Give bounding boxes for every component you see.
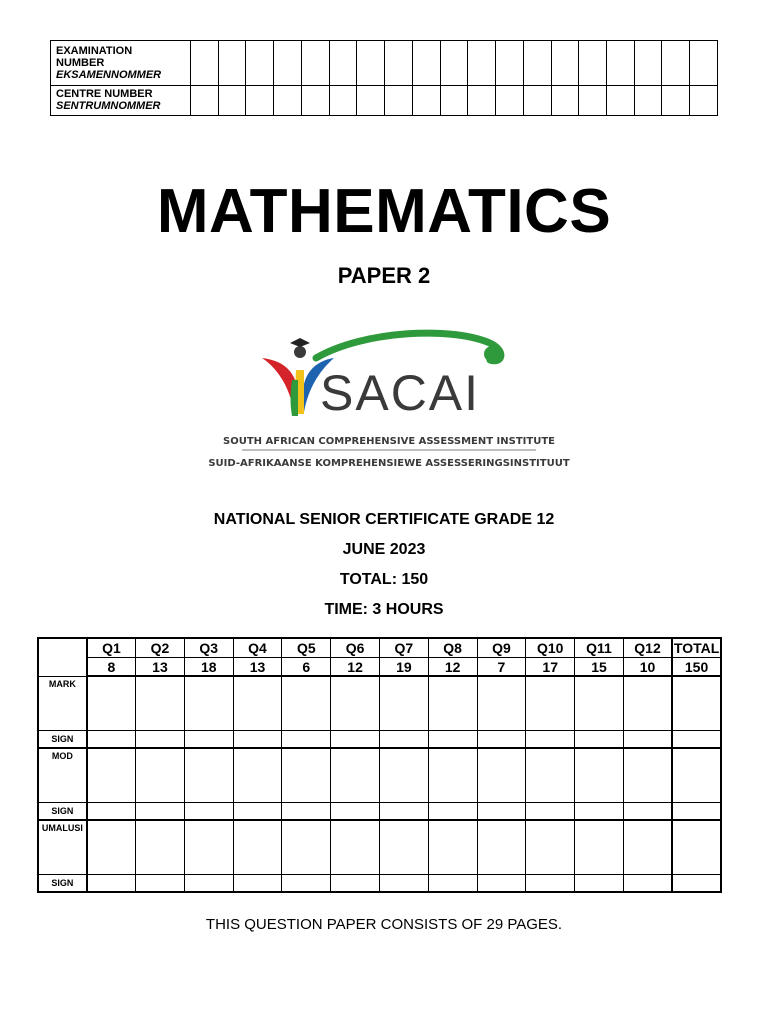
- exam-number-box[interactable]: [274, 41, 302, 86]
- max-mark-cell: 7: [477, 658, 526, 677]
- candidate-number-table: [50, 40, 718, 116]
- logo-cap: [290, 338, 310, 347]
- centre-number-label-text: CENTRE NUMBER: [56, 88, 153, 101]
- exam-number-label-line1: EXAMINATION: [56, 44, 133, 57]
- centre-number-box[interactable]: [274, 85, 302, 115]
- row-label-umalusi: UMALUSI: [38, 820, 87, 875]
- mark-entry-cell[interactable]: [575, 874, 624, 892]
- question-header-cell: Q2: [136, 638, 185, 658]
- mark-entry-cell[interactable]: [379, 748, 428, 803]
- exam-number-box[interactable]: [440, 41, 468, 86]
- mark-entry-cell[interactable]: [282, 874, 331, 892]
- mark-entry-cell[interactable]: [428, 820, 477, 875]
- question-header-cell: Q5: [282, 638, 331, 658]
- mark-entry-cell[interactable]: [282, 820, 331, 875]
- mark-entry-cell[interactable]: [379, 802, 428, 820]
- question-header-cell: TOTAL: [673, 640, 720, 656]
- mark-entry-cell[interactable]: [184, 802, 233, 820]
- mark-entry-cell[interactable]: [331, 802, 380, 820]
- exam-number-label: [51, 41, 191, 86]
- centre-number-box[interactable]: [385, 85, 413, 115]
- question-header-cell: Q9: [477, 638, 526, 658]
- centre-number-box[interactable]: [468, 85, 496, 115]
- mark-entry-cell[interactable]: [623, 874, 672, 892]
- centre-number-box[interactable]: [607, 85, 635, 115]
- exam-number-box[interactable]: [496, 41, 524, 86]
- centre-number-box[interactable]: [579, 85, 607, 115]
- exam-number-box[interactable]: [607, 41, 635, 86]
- max-mark-cell: 13: [233, 658, 282, 677]
- max-mark-cell: 8: [87, 658, 136, 677]
- centre-number-box[interactable]: [412, 85, 440, 115]
- centre-number-box[interactable]: [496, 85, 524, 115]
- exam-number-box[interactable]: [523, 41, 551, 86]
- centre-number-box[interactable]: [440, 85, 468, 115]
- marks-row-mod: [38, 748, 721, 803]
- paper-number: PAPER 2: [337, 263, 431, 288]
- mark-entry-cell[interactable]: [233, 676, 282, 730]
- mark-entry-cell[interactable]: [282, 730, 331, 748]
- max-mark-cell: 12: [331, 658, 380, 677]
- mark-entry-cell[interactable]: [184, 730, 233, 748]
- row-label-mark: MARK: [38, 676, 87, 730]
- question-header-cell: Q11: [575, 638, 624, 658]
- max-mark-cell: 6: [282, 658, 331, 677]
- exam-number-label-line2: NUMBER: [56, 56, 105, 69]
- question-header-cell: Q1: [87, 638, 136, 658]
- mark-entry-cell[interactable]: [233, 874, 282, 892]
- logo-swoosh: [316, 333, 501, 361]
- mark-entry-cell[interactable]: [282, 748, 331, 803]
- mark-entry-cell[interactable]: [575, 748, 624, 803]
- exam-number-row: [51, 41, 718, 86]
- mark-entry-cell[interactable]: [233, 730, 282, 748]
- mark-entry-cell[interactable]: [331, 730, 380, 748]
- mark-entry-cell[interactable]: [379, 676, 428, 730]
- mark-entry-cell[interactable]: [331, 676, 380, 730]
- question-header-cell: Q8: [428, 638, 477, 658]
- question-header-cell: Q12: [623, 638, 672, 658]
- mark-entry-cell[interactable]: [136, 730, 185, 748]
- max-marks-row: [38, 658, 721, 677]
- mark-entry-cell[interactable]: [136, 820, 185, 875]
- mark-entry-cell[interactable]: [282, 802, 331, 820]
- max-mark-cell: 19: [379, 658, 428, 677]
- mark-entry-cell[interactable]: [575, 676, 624, 730]
- mark-entry-cell[interactable]: [477, 730, 526, 748]
- centre-number-label: [51, 85, 191, 115]
- centre-number-row: [51, 85, 718, 115]
- exam-number-box[interactable]: [579, 41, 607, 86]
- mark-entry-cell[interactable]: [184, 676, 233, 730]
- exam-number-box[interactable]: [246, 41, 274, 86]
- logo-swoosh-dot: [484, 346, 500, 362]
- mark-entry-cell[interactable]: [623, 730, 672, 748]
- mark-entry-cell[interactable]: [575, 802, 624, 820]
- mark-entry-cell[interactable]: [282, 676, 331, 730]
- exam-number-box[interactable]: [690, 41, 718, 86]
- logo-line2: SUID-AFRIKAANSE KOMPREHENSIEWE ASSESSERINGSINSTITUUT: [208, 458, 570, 469]
- centre-number-box[interactable]: [662, 85, 690, 115]
- mark-entry-cell[interactable]: [379, 730, 428, 748]
- row-label-sign: SIGN: [38, 730, 87, 748]
- mark-entry-cell[interactable]: [526, 748, 575, 803]
- row-label-sign: SIGN: [38, 802, 87, 820]
- mark-entry-cell[interactable]: [87, 748, 136, 803]
- question-header-cell: Q4: [233, 638, 282, 658]
- mark-entry-cell[interactable]: [184, 874, 233, 892]
- mark-entry-cell[interactable]: [136, 748, 185, 803]
- centre-number-box[interactable]: [551, 85, 579, 115]
- mark-entry-cell[interactable]: [623, 676, 672, 730]
- mark-entry-cell[interactable]: [184, 820, 233, 875]
- max-mark-cell: 15: [575, 658, 624, 677]
- marks-row-sign: [38, 730, 721, 748]
- mark-entry-cell[interactable]: [233, 802, 282, 820]
- max-mark-cell: 17: [526, 658, 575, 677]
- mark-entry-cell[interactable]: [477, 874, 526, 892]
- mark-entry-cell[interactable]: [379, 874, 428, 892]
- mark-entry-cell[interactable]: [672, 820, 721, 875]
- max-mark-cell: 150: [672, 658, 721, 677]
- marks-row-sign: [38, 802, 721, 820]
- mark-entry-cell[interactable]: [526, 820, 575, 875]
- mark-entry-cell[interactable]: [526, 730, 575, 748]
- centre-number-box[interactable]: [523, 85, 551, 115]
- mark-entry-cell[interactable]: [428, 874, 477, 892]
- exam-number-box[interactable]: [218, 41, 246, 86]
- centre-number-label-afrikaans: SENTRUMNOMMER: [56, 100, 161, 113]
- max-mark-cell: 10: [623, 658, 672, 677]
- mark-entry-cell[interactable]: [477, 802, 526, 820]
- centre-number-box[interactable]: [357, 85, 385, 115]
- exam-number-box[interactable]: [468, 41, 496, 86]
- mark-entry-cell[interactable]: [428, 802, 477, 820]
- mark-entry-cell[interactable]: [672, 676, 721, 730]
- mark-entry-cell[interactable]: [87, 730, 136, 748]
- mark-entry-cell[interactable]: [379, 820, 428, 875]
- marks-row-sign: [38, 874, 721, 892]
- mark-entry-cell[interactable]: [477, 676, 526, 730]
- exam-number-box[interactable]: [662, 41, 690, 86]
- exam-number-box[interactable]: [412, 41, 440, 86]
- mark-entry-cell[interactable]: [136, 676, 185, 730]
- mark-entry-cell[interactable]: [428, 676, 477, 730]
- exam-number-box[interactable]: [385, 41, 413, 86]
- sacai-logo: [208, 330, 570, 480]
- mark-entry-cell[interactable]: [623, 748, 672, 803]
- mark-entry-cell[interactable]: [526, 874, 575, 892]
- mark-entry-cell[interactable]: [575, 820, 624, 875]
- centre-number-box[interactable]: [690, 85, 718, 115]
- max-mark-cell: 18: [184, 658, 233, 677]
- mark-entry-cell[interactable]: [623, 802, 672, 820]
- row-label-sign: SIGN: [38, 874, 87, 892]
- mark-entry-cell[interactable]: [672, 730, 721, 748]
- exam-number-box[interactable]: [551, 41, 579, 86]
- mark-entry-cell[interactable]: [623, 820, 672, 875]
- row-label-mod: MOD: [38, 748, 87, 803]
- centre-number-box[interactable]: [246, 85, 274, 115]
- mark-entry-cell[interactable]: [233, 820, 282, 875]
- mark-entry-cell[interactable]: [184, 748, 233, 803]
- mark-entry-cell[interactable]: [672, 874, 721, 892]
- mark-entry-cell[interactable]: [331, 748, 380, 803]
- exam-number-box[interactable]: [329, 41, 357, 86]
- max-mark-cell: 13: [136, 658, 185, 677]
- page-title: MATHEMATICS: [156, 177, 612, 246]
- mark-entry-cell[interactable]: [136, 874, 185, 892]
- centre-number-box[interactable]: [329, 85, 357, 115]
- mark-entry-cell[interactable]: [477, 748, 526, 803]
- mark-entry-cell[interactable]: [87, 820, 136, 875]
- marks-row-umalusi: [38, 820, 721, 875]
- mark-entry-cell[interactable]: [87, 676, 136, 730]
- mark-entry-cell[interactable]: [428, 730, 477, 748]
- logo-wordmark: SACAI: [320, 365, 481, 421]
- question-header-cell: Q10: [526, 638, 575, 658]
- question-header-cell: Q6: [331, 638, 380, 658]
- page-count-note: THIS QUESTION PAPER CONSISTS OF 29 PAGES.: [205, 916, 563, 933]
- question-header-row: [38, 638, 721, 658]
- mark-entry-cell[interactable]: [136, 802, 185, 820]
- centre-number-box[interactable]: [634, 85, 662, 115]
- logo-figure-green: [291, 380, 299, 416]
- marks-row-mark: [38, 676, 721, 730]
- centre-number-box[interactable]: [301, 85, 329, 115]
- total-marks: TOTAL: 150: [339, 571, 429, 588]
- mark-entry-cell[interactable]: [526, 676, 575, 730]
- mark-entry-cell[interactable]: [428, 748, 477, 803]
- exam-number-box[interactable]: [634, 41, 662, 86]
- marks-table: [37, 637, 722, 893]
- logo-line1: SOUTH AFRICAN COMPREHENSIVE ASSESSMENT INSTITUTE: [223, 436, 555, 447]
- exam-date: JUNE 2023: [342, 541, 426, 558]
- mark-entry-cell[interactable]: [672, 748, 721, 803]
- max-mark-cell: 12: [428, 658, 477, 677]
- marks-table-corner: [38, 638, 87, 676]
- centre-number-box[interactable]: [191, 85, 219, 115]
- mark-entry-cell[interactable]: [87, 802, 136, 820]
- logo-head: [294, 346, 306, 358]
- mark-entry-cell[interactable]: [331, 874, 380, 892]
- mark-entry-cell[interactable]: [672, 802, 721, 820]
- exam-time: TIME: 3 HOURS: [324, 601, 444, 618]
- exam-number-box[interactable]: [357, 41, 385, 86]
- mark-entry-cell[interactable]: [575, 730, 624, 748]
- certificate-line: NATIONAL SENIOR CERTIFICATE GRADE 12: [213, 511, 555, 528]
- exam-number-box[interactable]: [191, 41, 219, 86]
- mark-entry-cell[interactable]: [87, 874, 136, 892]
- mark-entry-cell[interactable]: [233, 748, 282, 803]
- centre-number-box[interactable]: [218, 85, 246, 115]
- mark-entry-cell[interactable]: [477, 820, 526, 875]
- question-header-cell: Q3: [184, 638, 233, 658]
- exam-number-box[interactable]: [301, 41, 329, 86]
- mark-entry-cell[interactable]: [526, 802, 575, 820]
- question-header-cell: Q7: [379, 638, 428, 658]
- exam-number-label-afrikaans: EKSAMENNOMMER: [56, 68, 162, 81]
- mark-entry-cell[interactable]: [331, 820, 380, 875]
